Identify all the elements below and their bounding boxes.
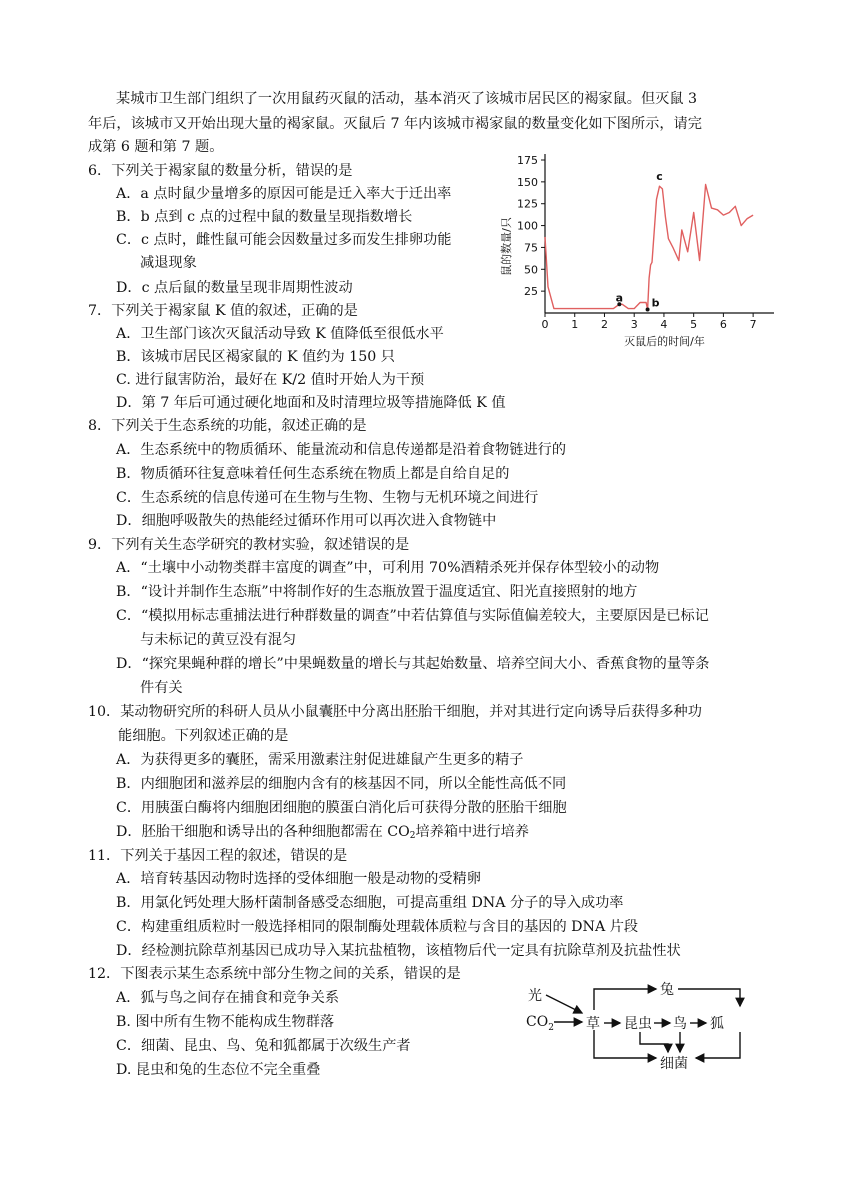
intro-line-3: 成第 6 题和第 7 题。 bbox=[88, 139, 224, 155]
y-tick-label: 175 bbox=[517, 154, 538, 167]
question-6-stem: 6．下列关于褐家鼠的数量分析，错误的是 bbox=[88, 163, 353, 179]
question-7-option-d: D．第 7 年后可通过硬化地面和及时清理垃圾等措施降低 K 值 bbox=[116, 395, 506, 411]
question-7-stem: 7．下列关于褐家鼠 K 值的叙述，正确的是 bbox=[88, 303, 358, 319]
question-10-option-c: C．用胰蛋白酶将内细胞团细胞的膜蛋白消化后可获得分散的胚胎干细胞 bbox=[116, 800, 567, 816]
y-tick-label: 75 bbox=[524, 241, 538, 255]
intro-line-1: 某城市卫生部门组织了一次用鼠药灭鼠的活动，基本消灭了该城市居民区的褐家鼠。但灭鼠 3 bbox=[116, 91, 698, 107]
arrow-fox-bacteria bbox=[696, 1032, 740, 1058]
question-12-option-a: A．狐与鸟之间存在捕食和竞争关系 bbox=[116, 990, 340, 1006]
point-label-a: a bbox=[615, 291, 624, 305]
question-11-stem: 11．下列关于基因工程的叙述，错误的是 bbox=[88, 848, 348, 864]
question-6-option-a: A．a 点时鼠少量增多的原因可能是迁入率大于迁出率 bbox=[116, 186, 452, 202]
question-8-option-d: D．细胞呼吸散失的热能经过循环作用可以再次进入食物链中 bbox=[116, 513, 497, 529]
question-12-option-c: C．细菌、昆虫、鸟、兔和狐都属于次级生产者 bbox=[116, 1038, 411, 1054]
question-9-option-a: A．“土壤中小动物类群丰富度的调查”中，可利用 70%酒精杀死并保存体型较小的动物 bbox=[116, 560, 660, 576]
node-bacteria: 细菌 bbox=[660, 1056, 688, 1072]
arrow-rabbit-fox bbox=[678, 989, 740, 1006]
question-9-option-d-cont: 件有关 bbox=[140, 680, 183, 696]
question-11-option-c: C．构建重组质粒时一般选择相同的限制酶处理载体质粒与含目的基因的 DNA 片段 bbox=[116, 919, 639, 935]
x-tick-label: 3 bbox=[630, 318, 638, 331]
question-6-option-c-cont: 减退现象 bbox=[140, 255, 197, 271]
question-10-option-a: A．为获得更多的囊胚，需采用激素注射促进雄鼠产生更多的精子 bbox=[116, 752, 524, 768]
x-tick-label: 4 bbox=[660, 318, 668, 331]
node-co2-sub: 2 bbox=[548, 1023, 554, 1033]
x-tick-label: 1 bbox=[571, 318, 579, 331]
x-tick-label: 2 bbox=[600, 318, 608, 331]
x-axis-title: 灭鼠后的时间/年 bbox=[624, 335, 705, 348]
question-11-option-d: D．经检测抗除草剂基因已成功导入某抗盐植物，该植物后代一定具有抗除草剂及抗盐性状 bbox=[116, 943, 681, 959]
question-6-option-c: C．c 点时，雌性鼠可能会因数量过多而发生排卵功能 bbox=[116, 232, 452, 248]
question-7-option-a: A．卫生部门该次灭鼠活动导致 K 值降低至很低水平 bbox=[116, 326, 444, 342]
question-9-stem: 9．下列有关生态学研究的教材实验，叙述错误的是 bbox=[88, 537, 410, 553]
node-grass: 草 bbox=[586, 1016, 600, 1032]
question-11-option-b: B．用氯化钙处理大肠杆菌制备感受态细胞，可提高重组 DNA 分子的导入成功率 bbox=[116, 895, 624, 911]
node-bird: 鸟 bbox=[673, 1016, 687, 1032]
question-10-option-d bbox=[116, 822, 529, 846]
question-11-option-a: A．培育转基因动物时选择的受体细胞一般是动物的受精卵 bbox=[116, 871, 481, 887]
node-insect: 昆虫 bbox=[624, 1016, 652, 1032]
question-6-option-b: B．b 点到 c 点的过程中鼠的数量呈现指数增长 bbox=[116, 209, 413, 225]
x-tick-label: 7 bbox=[749, 318, 757, 331]
x-tick-label: 0 bbox=[541, 318, 549, 331]
population-chart bbox=[490, 148, 780, 352]
question-12-option-b: B. 图中所有生物不能构成生物群落 bbox=[116, 1014, 335, 1030]
node-light: 光 bbox=[528, 988, 542, 1004]
intro-line-2: 年后，该城市又开始出现大量的褐家鼠。灭鼠后 7 年内该城市褐家鼠的数量变化如下图所示，请完 bbox=[88, 116, 702, 132]
food-web-diagram bbox=[520, 978, 750, 1074]
y-axis-title: 鼠的数量/只 bbox=[500, 217, 513, 276]
arrow-insect-bacteria bbox=[640, 1032, 668, 1052]
y-tick-label: 25 bbox=[524, 285, 538, 299]
question-8-option-c: C．生态系统的信息传递可在生物与生物、生物与无机环境之间进行 bbox=[116, 490, 539, 506]
node-fox: 狐 bbox=[710, 1016, 724, 1032]
question-7-option-c: C. 进行鼠害防治，最好在 K/2 值时开始人为干预 bbox=[116, 372, 425, 388]
x-tick-label: 6 bbox=[719, 318, 727, 331]
q10-d-sub: 2 bbox=[409, 831, 416, 841]
y-tick-label: 50 bbox=[524, 263, 538, 277]
question-6-option-d: D．c 点后鼠的数量呈现非周期性波动 bbox=[116, 280, 353, 296]
node-rabbit: 兔 bbox=[660, 982, 674, 998]
x-tick-label: 5 bbox=[690, 318, 698, 331]
point-label-b: b bbox=[651, 296, 660, 310]
q10-d-text2: 培养箱中进行培养 bbox=[415, 824, 529, 840]
question-12-option-d: D. 昆虫和兔的生态位不完全重叠 bbox=[116, 1062, 321, 1078]
node-co2 bbox=[526, 1014, 554, 1033]
y-tick-label: 150 bbox=[517, 175, 538, 189]
q10-d-text: D．胚胎干细胞和诱导出的各种细胞都需在 CO bbox=[116, 824, 410, 840]
question-9-option-c: C．“模拟用标志重捕法进行种群数量的调查”中若估算值与实际值偏差较大，主要原因是已标记 bbox=[116, 608, 709, 624]
question-9-option-b: B．“设计并制作生态瓶”中将制作好的生态瓶放置于温度适宜、阳光直接照射的地方 bbox=[116, 584, 638, 600]
population-line bbox=[545, 185, 753, 310]
y-tick-label: 125 bbox=[517, 197, 538, 211]
question-7-option-b: B．该城市居民区褐家鼠的 K 值约为 150 只 bbox=[116, 349, 395, 365]
y-tick-label: 100 bbox=[517, 219, 538, 233]
question-10-stem: 10．某动物研究所的科研人员从小鼠囊胚中分离出胚胎干细胞，并对其进行定向诱导后获得多种功 bbox=[88, 704, 702, 720]
question-8-stem: 8．下列关于生态系统的功能，叙述正确的是 bbox=[88, 418, 367, 434]
question-9-option-c-cont: 与未标记的黄豆没有混匀 bbox=[140, 632, 297, 648]
question-10-stem-cont: 能细胞。下列叙述正确的是 bbox=[118, 728, 289, 744]
question-10-option-b: B．内细胞团和滋养层的细胞内含有的核基因不同，所以全能性高低不同 bbox=[116, 776, 567, 792]
point-b bbox=[646, 308, 650, 312]
question-9-option-d: D．“探究果蝇种群的增长”中果蝇数量的增长与其起始数量、培养空间大小、香蕉食物的量等条 bbox=[116, 656, 710, 672]
point-label-c: c bbox=[656, 170, 663, 184]
question-8-option-a: A．生态系统中的物质循环、能量流动和信息传递都是沿着食物链进行的 bbox=[116, 442, 567, 458]
node-co2-text: CO bbox=[526, 1014, 549, 1030]
arrow-light-grass bbox=[546, 995, 582, 1013]
question-8-option-b: B．物质循环往复意味着任何生态系统在物质上都是自给自足的 bbox=[116, 466, 510, 482]
question-12-stem: 12．下图表示某生态系统中部分生物之间的关系，错误的是 bbox=[88, 966, 461, 982]
arrow-grass-rabbit bbox=[594, 989, 656, 1010]
